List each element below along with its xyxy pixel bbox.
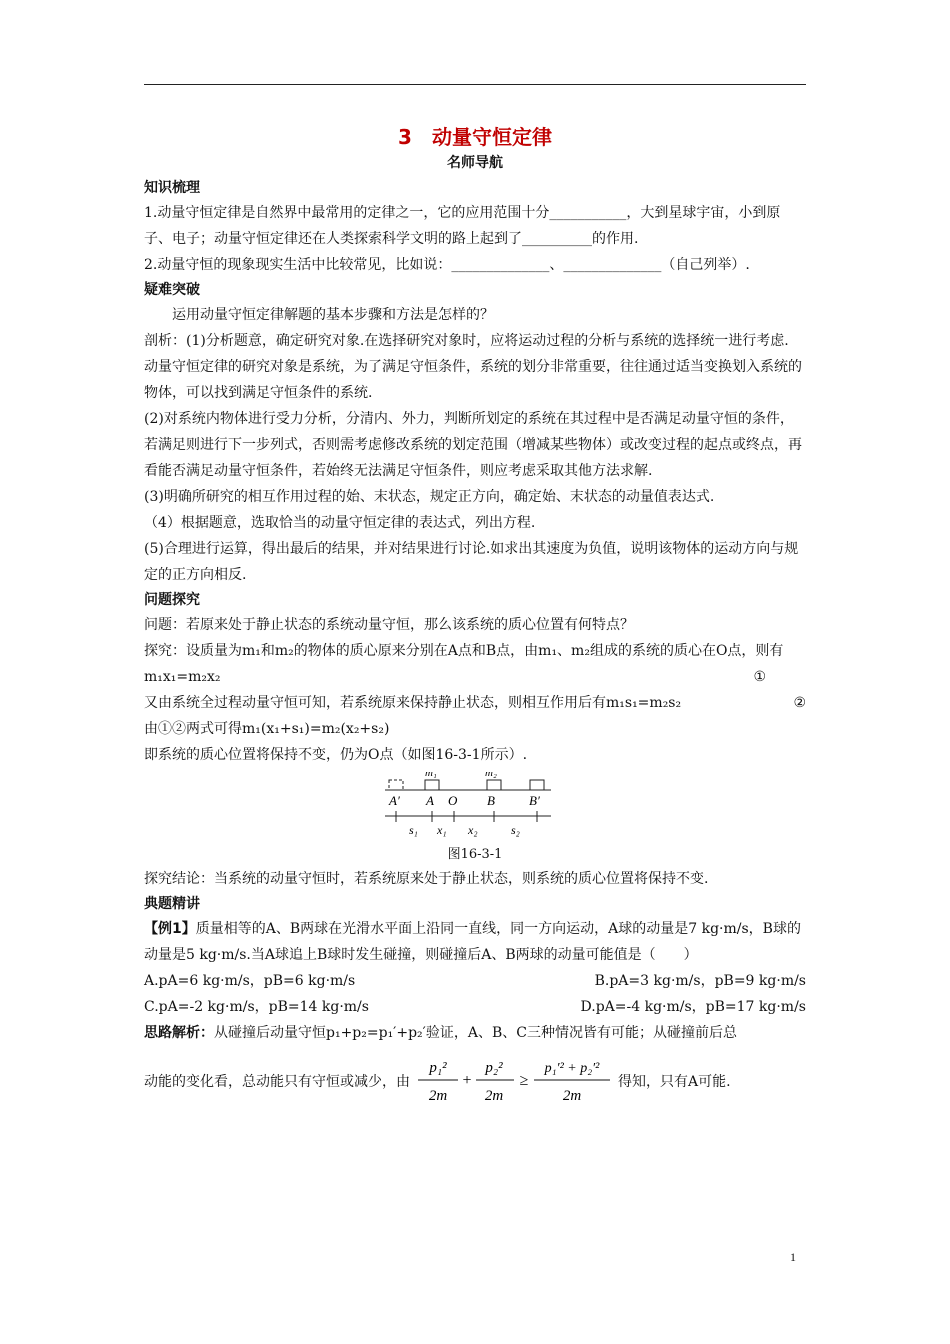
plus-sign: +: [462, 1072, 472, 1089]
fraction-1-denominator: 2m: [428, 1088, 448, 1104]
label-a: A: [426, 793, 434, 808]
fraction-2-denominator: 2m: [484, 1088, 504, 1104]
page-title: 3 动量守恒定律: [398, 125, 552, 149]
example-1: [144, 916, 806, 968]
knowledge-paragraph-1: 1.动量守恒定律是自然界中最常用的定律之一，它的应用范围十分___________，大到星球宇宙，小到原子、电子；动量守恒定律还在人类探索科学文明的路上起到了__________的作用.: [144, 205, 781, 247]
fraction-1-numerator: p₁²: [429, 1060, 447, 1076]
figure-16-3-1: [144, 772, 806, 866]
inquiry-text-2: 又由系统全过程动量守恒可知，若系统原来保持静止状态，则相互作用后有m₁s₁=m₂s₂: [144, 695, 682, 711]
inquiry-text-1: 探究：设质量为m₁和m₂的物体的质心原来分别在A点和B点，由m₁、m₂组成的系统的质心在O点，则有m₁x₁=m₂x₂: [144, 643, 784, 685]
inquiry-line-3: 由①②两式可得m₁(x₁+s₁)=m₂(x₂+s₂): [144, 721, 390, 737]
equation-mark-2: ②: [793, 695, 806, 711]
difficulty-answer-4: (3)明确所研究的相互作用过程的始、末状态，规定正方向，确定始、末状态的动量值表达式.: [144, 489, 715, 505]
inquiry-conclusion: 探究结论：当系统的动量守恒时，若系统原来处于静止状态，则系统的质心位置将保持不变.: [144, 871, 709, 887]
fraction-3-denominator: 2m: [562, 1088, 582, 1104]
inquiry-question: 问题：若原来处于静止状态的系统动量守恒，那么该系统的质心位置有何特点？: [144, 617, 634, 633]
inquiry-line-1: [144, 638, 806, 690]
label-m2: m₂: [485, 772, 497, 779]
difficulty-answer-5: （4）根据题意，选取恰当的动量守恒定律的表达式，列出方程.: [144, 515, 536, 531]
section-heading-difficulty: 疑难突破: [144, 282, 200, 298]
inquiry-line-2: [144, 690, 806, 716]
box-m2: [487, 780, 501, 790]
option-c: C.pA=-2 kg·m/s，pB=14 kg·m/s: [144, 999, 369, 1015]
options-row-2: [144, 994, 806, 1020]
label-b: B: [487, 793, 495, 808]
document-body: [144, 120, 806, 1112]
equation-mark-1: ①: [753, 669, 766, 685]
label-m1: m₁: [425, 772, 437, 779]
figure-caption: 图16-3-1: [447, 847, 503, 862]
solution-text: 从碰撞后动量守恒p₁+p₂=p₁′+p₂′验证，A、B、C三种情况皆有可能；从碰撞前后总: [214, 1025, 737, 1041]
example-text: 质量相等的A、B两球在光滑水平面上沿同一直线，同一方向运动，A球的动量是7 kg·m/s，B球的动量是5 kg·m/s.当A球追上B球时发生碰撞，则碰撞后A、B两球的动量可能值是（ ）: [144, 921, 801, 963]
section-heading-knowledge: 知识梳理: [144, 180, 200, 196]
fraction-2-numerator: p₂²: [485, 1060, 503, 1076]
center-of-mass-diagram: [375, 772, 575, 844]
options-row-1: [144, 968, 806, 994]
solution-text-2: 动能的变化看，总动能只有守恒或减少，由: [144, 1074, 410, 1090]
option-b: B.pA=3 kg·m/s，pB=9 kg·m/s: [594, 973, 806, 989]
label-s2: s₂: [511, 823, 520, 837]
difficulty-answer-2: 动量守恒定律的研究对象是系统，为了满足守恒条件，系统的划分非常重要，往往通过适当变换划入系统的物体，可以找到满足守恒条件的系统.: [144, 359, 802, 401]
difficulty-answer-1: 剖析：(1)分析题意，确定研究对象.在选择研究对象时，应将运动过程的分析与系统的选择统一进行考虑.: [144, 333, 789, 349]
label-b-prime: B′: [529, 793, 540, 808]
solution-text-3: 得知，只有A可能.: [618, 1074, 731, 1090]
page-number: 1: [790, 1250, 796, 1264]
kinetic-energy-inequality: [414, 1052, 614, 1112]
page-subtitle: 名师导航: [447, 155, 503, 171]
label-x2: x₂: [468, 823, 478, 837]
knowledge-paragraph-2: 2.动量守恒的现象现实生活中比较常见，比如说：______________、______________（自己列举）.: [144, 257, 750, 273]
option-d: D.pA=-4 kg·m/s，pB=17 kg·m/s: [580, 999, 806, 1015]
difficulty-question: 运用动量守恒定律解题的基本步骤和方法是怎样的？: [172, 307, 494, 323]
label-s1: s₁: [409, 823, 418, 837]
fraction-3-numerator: p₁′² + p₂′²: [544, 1061, 600, 1076]
geq-sign: ≥: [519, 1072, 529, 1089]
dashed-box-right: [530, 780, 544, 790]
label-x1: x₁: [437, 823, 447, 837]
solution-label: 思路解析：: [144, 1025, 214, 1041]
section-heading-inquiry: 问题探究: [144, 592, 200, 608]
label-a-prime: A′: [389, 793, 400, 808]
difficulty-answer-6: (5)合理进行运算，得出最后的结果，并对结果进行讨论.如求出其速度为负值，说明该物体的运动方向与规定的正方向相反.: [144, 541, 799, 583]
solution-line-2: [144, 1052, 806, 1112]
difficulty-answer-3: (2)对系统内物体进行受力分析，分清内、外力，判断所划定的系统在其过程中是否满足动量守恒的条件，若满足则进行下一步列式，否则需考虑修改系统的划定范围（增减某些物体）或改变过程的起点或终点，再看能否满足动量守恒条件，若始终无法满足守恒条件，则应考虑采取其他方法求解.: [144, 411, 802, 479]
box-m1: [425, 780, 439, 790]
example-label: 【例1】: [144, 921, 196, 937]
option-a: A.pA=6 kg·m/s，pB=6 kg·m/s: [144, 973, 356, 989]
inquiry-line-4: 即系统的质心位置将保持不变，仍为O点（如图16-3-1所示）.: [144, 747, 528, 763]
solution-line-1: [144, 1020, 806, 1046]
section-heading-examples: 典题精讲: [144, 896, 200, 912]
label-o: O: [448, 793, 458, 808]
header-rule: [144, 84, 806, 85]
dashed-box-left: [389, 780, 403, 790]
